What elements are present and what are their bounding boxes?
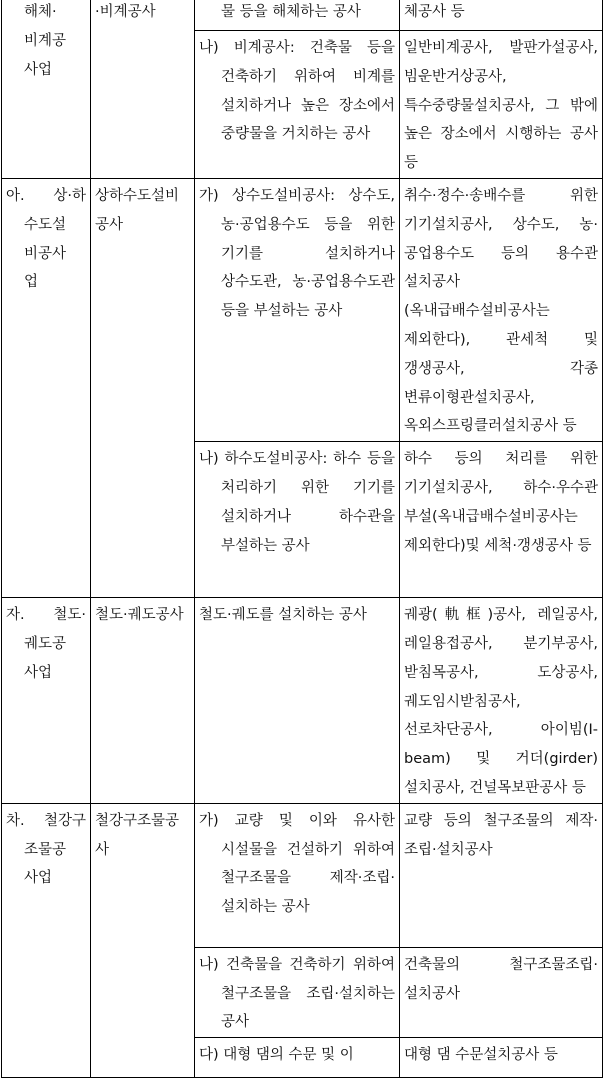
work-scope-cell: 나) 건축물을 건축하기 위하여 철구조물을 조립·설치하는 공사: [195, 947, 400, 1037]
work-scope-cell: 다) 대형 댐의 수문 및 이: [195, 1038, 400, 1078]
business-category-cell: [2, 598, 91, 804]
business-category-cell: [2, 178, 91, 597]
business-category-cell: [2, 803, 91, 1077]
category-line: 자. 철도·: [6, 607, 86, 624]
category-line: 차. 철강구: [6, 812, 86, 829]
work-type-cell: 철도·궤도공사: [91, 598, 195, 804]
table-row: [2, 178, 603, 441]
work-examples-cell: 취수·정수·송배수를 위한 기기설치공사, 상수도, 농·공업용수도 등의 용수관 설치공사(옥내급배수설비공사는 제외한다), 관세척 및 갱생공사, 각종 변류이형관설치공사, 옥외스프링클러설치공사 등: [400, 178, 603, 441]
category-line: 비공사: [24, 245, 67, 262]
work-type-cell: 철강구조물공사: [91, 803, 195, 1077]
work-examples-cell: 하수 등의 처리를 위한 기기설치공사, 하수·우수관 부설(옥내급배수설비공사는 제외한다)및 세척·갱생공사 등: [400, 442, 603, 598]
work-scope-cell: 나) 비계공사: 건축물 등을 건축하기 위하여 비계를 설치하거나 높은 장소에서 중량물을 거치하는 공사: [195, 31, 400, 179]
work-examples-cell: 교량 등의 철구조물의 제작·조립·설치공사: [400, 803, 603, 947]
work-examples-cell: 대형 댐 수문설치공사 등: [400, 1038, 603, 1078]
work-scope-cell: 가) 교량 및 이와 유사한 시설물을 건설하기 위하여 철구조물을 제작·조립·설치하는 공사: [195, 803, 400, 947]
table-row: [2, 0, 603, 31]
category-line: 수도설: [24, 216, 67, 233]
business-category-cell: [2, 0, 91, 178]
work-examples-cell: 궤광(軌框)공사, 레일공사, 레일용접공사, 분기부공사, 받침목공사, 도상공사, 궤도임시받침공사, 선로차단공사, 아이빔(I-beam) 및 거더(girder)설치공사, 건널목보판공사 등: [400, 598, 603, 804]
construction-business-table: [1, 0, 603, 1078]
category-line: 궤도공: [24, 635, 67, 652]
category-line: 사업: [24, 61, 53, 78]
category-line: 업: [24, 274, 39, 291]
category-line: 비계공: [24, 32, 67, 49]
category-line: 사업: [24, 664, 53, 681]
table-row: [2, 598, 603, 804]
work-type-cell: 상하수도설비공사: [91, 178, 195, 597]
category-line: 아. 상·하: [6, 187, 86, 204]
work-examples-cell: 건축물의 철구조물조립·설치공사: [400, 947, 603, 1037]
category-line: 조물공: [24, 841, 67, 858]
category-line: 해체·: [24, 4, 57, 20]
work-examples-cell: 일반비계공사, 발판가설공사, 빔운반거상공사, 특수중량물설치공사, 그 밖에 높은 장소에서 시행하는 공사 등: [400, 31, 603, 179]
work-scope-cell: 물 등을 해체하는 공사: [195, 0, 400, 31]
work-examples-cell: 체공사 등: [400, 0, 603, 31]
work-type-cell: ·비계공사: [91, 0, 195, 178]
work-scope-cell: 가) 상수도설비공사: 상수도, 농·공업용수도 등을 위한 기기를 설치하거나 상수도관, 농·공업용수도관 등을 부설하는 공사: [195, 178, 400, 441]
category-line: 사업: [24, 870, 53, 887]
work-scope-cell: 나) 하수도설비공사: 하수 등을 처리하기 위한 기기를 설치하거나 하수관을 부설하는 공사: [195, 442, 400, 598]
work-scope-cell: 철도·궤도를 설치하는 공사: [195, 598, 400, 804]
table-row: [2, 803, 603, 947]
